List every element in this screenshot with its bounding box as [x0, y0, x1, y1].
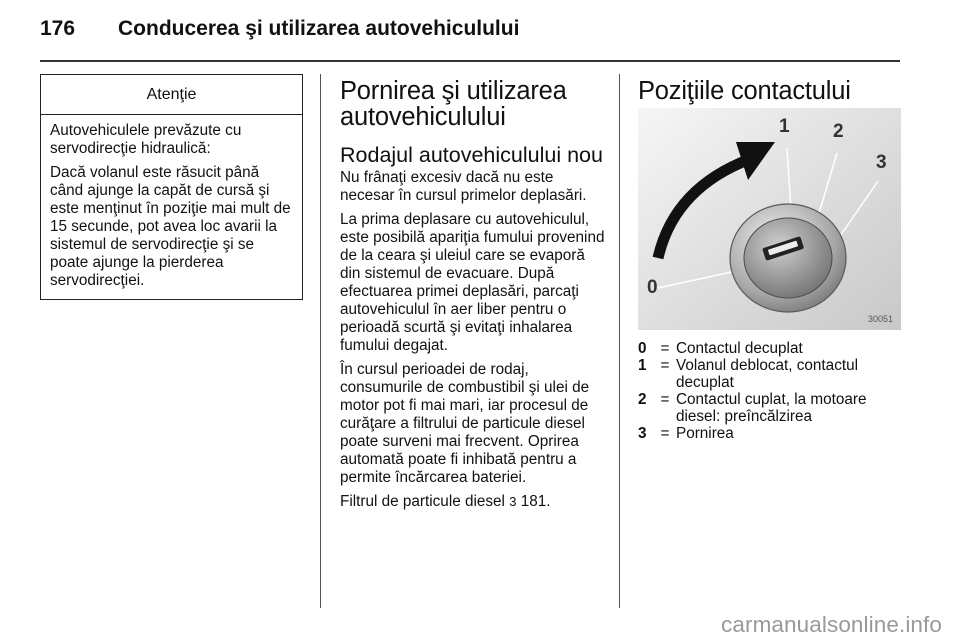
header-rule — [40, 60, 900, 62]
warning-box — [40, 74, 303, 300]
legend-key: 0 — [638, 340, 647, 357]
xref-page: 181. — [520, 493, 551, 510]
position-legend — [638, 340, 900, 442]
section-column — [340, 78, 608, 511]
legend-key: 2 — [638, 391, 647, 408]
warning-paragraph: Dacă volanul este răsucit până când ajunge la capăt de cursă şi este menţinut în poziţie mai mult de 15 secunde, pot avea loc avarii la sistemul de servodirecţie şi se poate ajunge la pierderea servodirecţiei. — [50, 164, 291, 289]
switch-face — [744, 218, 832, 298]
legend-equals: = — [660, 391, 670, 408]
cross-reference-link[interactable] — [340, 493, 608, 511]
column-divider — [619, 74, 620, 608]
figure-heading: Poziţiile contactului — [638, 77, 851, 105]
ignition-switch-illustration — [638, 108, 901, 330]
watermark: carmanualsonline.info — [721, 612, 942, 637]
body-paragraph: La prima deplasare cu autovehiculul, este posibilă apariţia fumului provenind de la ceara şi uleiul care se evaporă din sistemul de evacuare. După efectuarea primei deplasări, parcaţi autovehiculul în aer liber pentru o perioadă scurtă şi evitaţi inhalarea fumului degajat. — [340, 211, 605, 354]
page-title: Conducerea şi utilizarea autovehiculului — [118, 17, 520, 40]
body-paragraph: În cursul perioadei de rodaj, consumurile de combustibil şi ulei de motor pot fi mai mari, iar procesul de curăţare a filtrului de particule diesel poate surveni mai frecvent. Oprirea automată poate fi inhibată pentru a permite încărcarea bateriei. — [340, 361, 590, 486]
legend-item — [638, 391, 900, 425]
legend-text: Pornirea — [676, 425, 734, 442]
xref-text: Filtrul de particule diesel — [340, 493, 505, 510]
position-label-0: 0 — [647, 277, 658, 298]
section-heading: Pornirea şi utilizarea autovehiculului — [340, 77, 567, 131]
warning-paragraph: Autovehiculele prevăzute cu servodirecţie hidraulică: — [50, 122, 242, 157]
position-label-1: 1 — [779, 116, 790, 137]
legend-item — [638, 425, 900, 442]
legend-equals: = — [660, 357, 670, 374]
position-label-2: 2 — [833, 121, 844, 142]
column-divider — [320, 74, 321, 608]
legend-equals: = — [660, 425, 670, 442]
legend-text: Contactul decuplat — [676, 340, 803, 357]
page-number: 176 — [40, 17, 76, 40]
ignition-column — [638, 77, 902, 442]
page-header — [40, 17, 920, 47]
warning-body — [41, 115, 302, 290]
position-label-3: 3 — [876, 152, 887, 173]
warning-title: Atenţie — [41, 75, 302, 115]
body-paragraph: Nu frânaţi excesiv dacă nu este necesar în cursul primelor deplasări. — [340, 169, 587, 204]
subsection-heading: Rodajul autovehiculului nou — [340, 143, 603, 167]
legend-text: Contactul cuplat, la motoare diesel: preîncălzirea — [676, 391, 867, 425]
legend-item — [638, 357, 900, 391]
figure-code: 30051 — [868, 314, 894, 324]
legend-key: 3 — [638, 425, 647, 442]
legend-item — [638, 340, 900, 357]
page-ref-arrow-icon: 3 — [509, 494, 517, 509]
legend-equals: = — [660, 340, 670, 357]
legend-text: Volanul deblocat, contactul decuplat — [676, 357, 858, 391]
legend-key: 1 — [638, 357, 647, 374]
